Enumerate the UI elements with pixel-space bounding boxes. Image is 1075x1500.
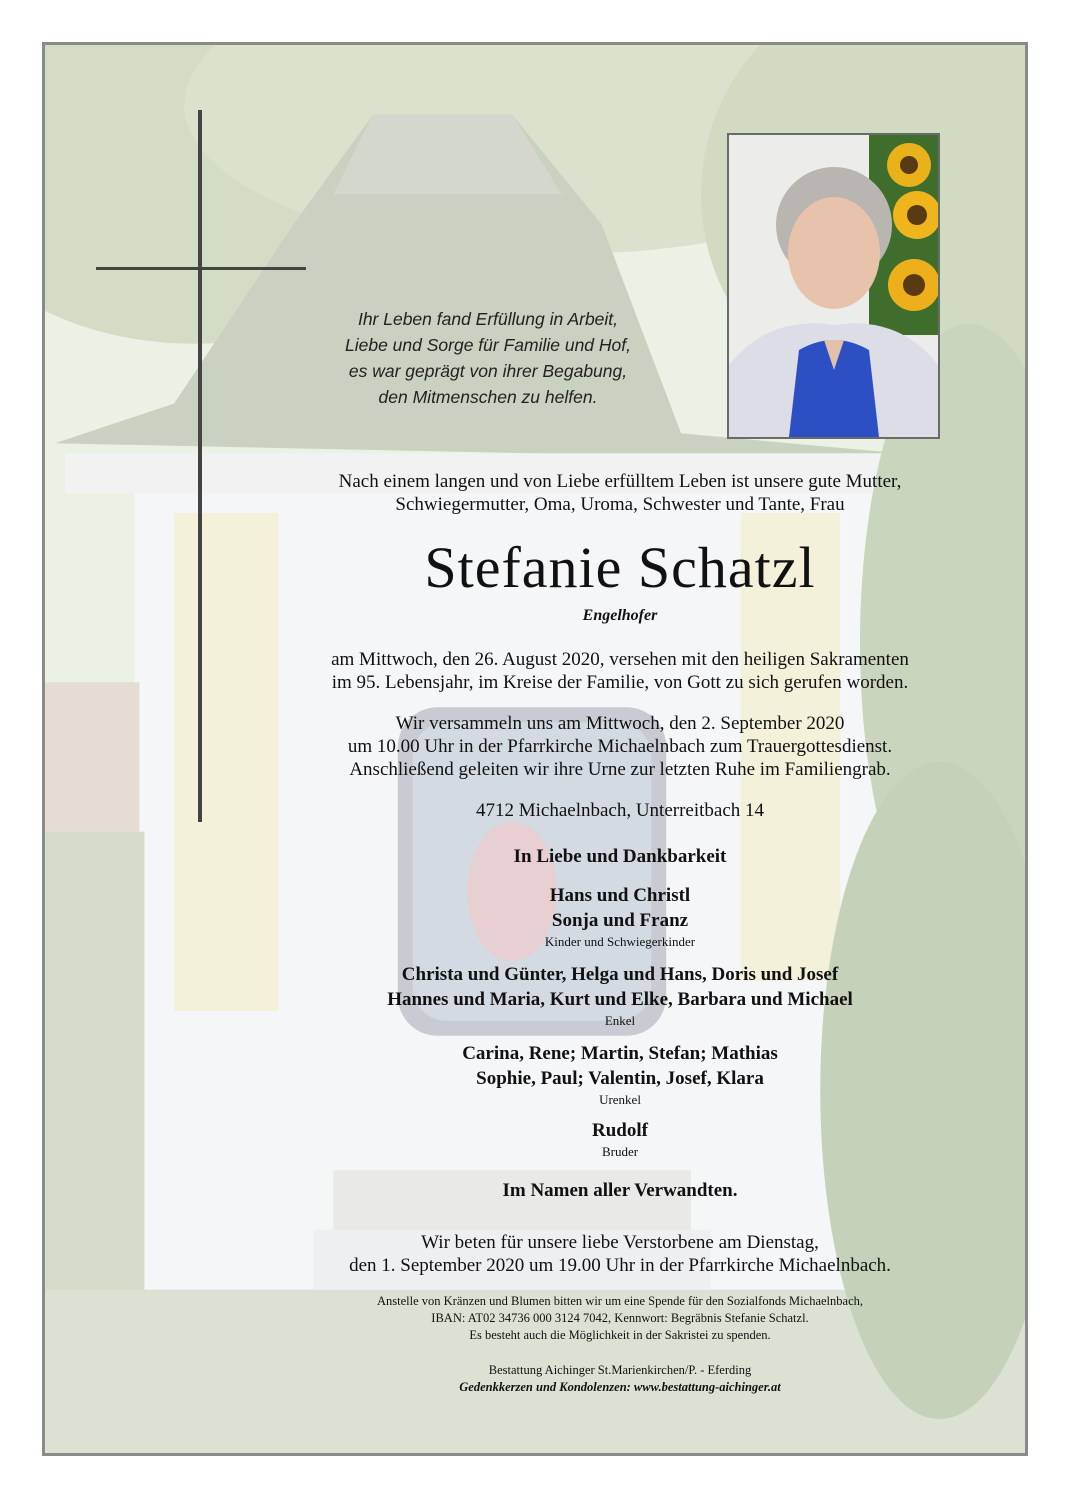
grandchildren-names: Christa und Günter, Helga und Hans, Doris und Josef: [401, 964, 839, 985]
gratitude-line: In Liebe und Dankbarkeit: [513, 846, 727, 867]
donation-line: IBAN: AT02 34736 000 3124 7042, Kennwort: Begräbnis Stefanie Schatzl.: [431, 1311, 809, 1325]
death-notice-line: im 95. Lebensjahr, im Kreise der Familie, von Gott zu sich gerufen worden.: [331, 672, 909, 693]
quote-line: den Mitmenschen zu helfen.: [378, 387, 598, 407]
birth-name: Engelhofer: [582, 607, 658, 624]
quote-line: es war geprägt von ihrer Begabung,: [348, 361, 628, 381]
cross-vertical-bar: [198, 110, 202, 822]
funeral-line: um 10.00 Uhr in der Pfarrkirche Michaelnbach zum Trauergottesdienst.: [347, 736, 893, 757]
grandchildren-label: Enkel: [604, 1013, 636, 1028]
quote-line: Ihr Leben fand Erfüllung in Arbeit,: [357, 309, 619, 329]
portrait-photo: [727, 133, 940, 439]
great-grandchildren-label: Urenkel: [599, 1092, 641, 1107]
prayer-line: Wir beten für unsere liebe Verstorbene am Dienstag,: [421, 1232, 819, 1253]
funeral-line: Anschließend geleiten wir ihre Urne zur letzten Ruhe im Familiengrab.: [349, 759, 891, 780]
cross-horizontal-bar: [96, 267, 306, 270]
obituary-text: [260, 470, 980, 1396]
intro-line: Nach einem langen und von Liebe erfülltem Leben ist unsere gute Mutter,: [338, 471, 902, 492]
brother-label: Bruder: [601, 1144, 639, 1159]
intro-line: Schwiegermutter, Oma, Uroma, Schwester und Tante, Frau: [395, 494, 845, 515]
children-name: Sonja und Franz: [551, 910, 689, 931]
address: 4712 Michaelnbach, Unterreitbach 14: [475, 800, 765, 821]
deceased-name: Stefanie Schatzl: [424, 535, 816, 600]
grandchildren-names: Hannes und Maria, Kurt und Elke, Barbara und Michael: [387, 989, 853, 1010]
funeral-line: Wir versammeln uns am Mittwoch, den 2. September 2020: [395, 713, 845, 734]
memorial-quote: [300, 306, 676, 410]
children-label: Kinder und Schwiegerkinder: [544, 934, 696, 949]
donation-line: Anstelle von Kränzen und Blumen bitten wir um eine Spende für den Sozialfonds Michaelnbach,: [377, 1294, 863, 1308]
great-grandchildren-names: Sophie, Paul; Valentin, Josef, Klara: [476, 1068, 764, 1089]
children-name: Hans und Christl: [549, 885, 691, 906]
donation-line: Es besteht auch die Möglichkeit in der Sakristei zu spenden.: [469, 1328, 771, 1342]
relatives-line: Im Namen aller Verwandten.: [502, 1180, 738, 1201]
undertaker: Bestattung Aichinger St.Marienkirchen/P. - Eferding: [488, 1363, 752, 1377]
death-notice-line: am Mittwoch, den 26. August 2020, versehen mit den heiligen Sakramenten: [331, 649, 909, 670]
condolence-website: Gedenkkerzen und Kondolenzen: www.bestattung-aichinger.at: [459, 1380, 781, 1394]
brother-name: Rudolf: [592, 1120, 648, 1141]
quote-line: Liebe und Sorge für Familie und Hof,: [345, 335, 631, 355]
prayer-line: den 1. September 2020 um 19.00 Uhr in der Pfarrkirche Michaelnbach.: [349, 1255, 891, 1276]
great-grandchildren-names: Carina, Rene; Martin, Stefan; Mathias: [462, 1043, 778, 1064]
